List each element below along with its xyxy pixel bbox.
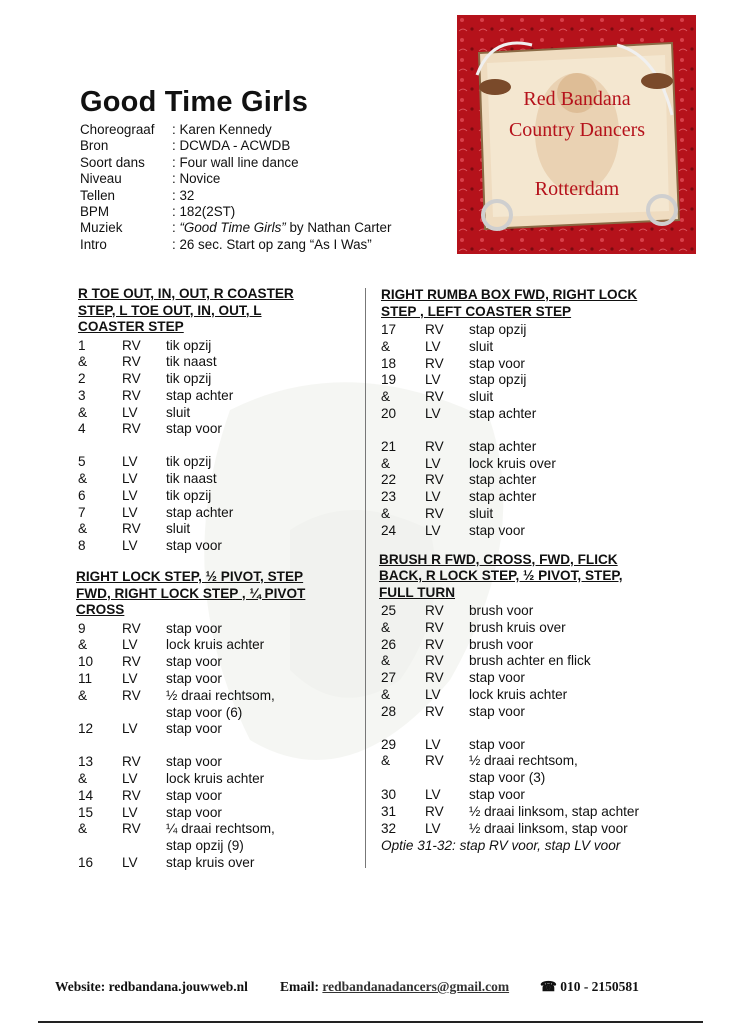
step-foot: RV: [425, 603, 444, 619]
step-foot: RV: [122, 337, 141, 353]
step-row: [381, 737, 681, 754]
step-count: 9: [78, 620, 86, 636]
step-description: brush achter en flick: [469, 653, 591, 669]
step-description: stap achter: [469, 438, 537, 454]
step-description: ½ draai rechtsom, stap voor (6): [166, 687, 275, 720]
step-count: 8: [78, 538, 86, 554]
step-count: &: [381, 505, 391, 521]
step-foot: LV: [122, 854, 138, 870]
step-foot: LV: [122, 538, 138, 554]
step-row: [381, 472, 681, 489]
step-foot: RV: [425, 703, 444, 719]
step-row: [381, 389, 681, 406]
step-foot: LV: [425, 489, 441, 505]
step-count: &: [78, 770, 88, 786]
step-row: [381, 804, 681, 821]
step-foot: RV: [425, 472, 444, 488]
step-foot: RV: [425, 636, 444, 652]
section-header-3: RIGHT RUMBA BOX FWD, RIGHT LOCK STEP , LEFT COASTER STEP: [381, 287, 638, 319]
step-foot: RV: [122, 620, 141, 636]
step-description: stap voor: [166, 754, 222, 770]
step-row: [381, 506, 681, 523]
step-count: &: [381, 653, 391, 669]
step-foot: RV: [122, 787, 141, 803]
step-foot: LV: [425, 405, 441, 421]
step-count: 17: [381, 322, 397, 337]
meta-value: : 26 sec. Start op zang “As I Was”: [172, 236, 372, 252]
step-description: stap voor: [166, 787, 222, 803]
step-row: [78, 471, 358, 488]
meta-value: : Four wall line dance: [172, 154, 299, 170]
meta-key: Niveau: [80, 171, 122, 187]
step-count: 24: [381, 522, 397, 538]
meta-value: : 32: [172, 187, 195, 203]
step-row: [78, 855, 358, 872]
step-foot: RV: [122, 687, 141, 703]
step-row: [78, 637, 358, 654]
step-description: tik naast: [166, 354, 217, 370]
step-description: brush voor: [469, 603, 534, 619]
step-description: ¼ draai rechtsom, stap opzij (9): [166, 821, 275, 854]
step-row: [381, 637, 681, 654]
step-foot: LV: [122, 804, 138, 820]
step-count: 19: [381, 372, 397, 388]
option-note: Optie 31-32: stap RV voor, stap LV voor: [381, 838, 621, 854]
footer: [55, 979, 695, 995]
section-header-2: RIGHT LOCK STEP, ½ PIVOT, STEP FWD, RIGHT LOCK STEP , ¼ PIVOT CROSS: [76, 569, 306, 618]
step-count: 32: [381, 820, 397, 836]
step-foot: RV: [122, 654, 141, 670]
step-foot: LV: [425, 820, 441, 836]
step-row: [78, 488, 358, 505]
logo-line1: Red Bandana: [523, 88, 631, 110]
step-foot: LV: [122, 471, 138, 487]
step-foot: LV: [425, 522, 441, 538]
step-count: 15: [78, 804, 94, 820]
step-count: 22: [381, 472, 397, 488]
step-count: 2: [78, 371, 86, 387]
step-count: 28: [381, 703, 397, 719]
step-count: 31: [381, 803, 397, 819]
step-description: sluit: [469, 338, 494, 354]
email-block: [280, 979, 540, 995]
step-count: 20: [381, 405, 397, 421]
step-description: stap voor: [469, 787, 525, 803]
step-description: sluit: [469, 389, 494, 405]
step-description: lock kruis achter: [166, 770, 265, 786]
step-count: 30: [381, 787, 397, 803]
step-foot: RV: [122, 421, 141, 437]
step-description: tik opzij: [166, 454, 212, 470]
step-description: stap voor: [469, 703, 525, 719]
step-count: 4: [78, 421, 86, 437]
step-count: &: [381, 389, 391, 405]
step-count: &: [381, 455, 391, 471]
step-foot: LV: [122, 487, 138, 503]
meta-key: Bron: [80, 138, 109, 154]
step-foot: LV: [122, 404, 138, 420]
step-description: stap voor: [166, 721, 222, 737]
steps-1-4: [78, 338, 358, 439]
step-description: sluit: [469, 505, 494, 521]
steps-21-24: [381, 439, 681, 540]
meta-value: : Karen Kennedy: [172, 122, 272, 137]
step-count: &: [78, 354, 88, 370]
step-row: [78, 754, 358, 771]
meta-row: [80, 220, 391, 236]
step-foot: RV: [122, 387, 141, 403]
step-foot: RV: [425, 619, 444, 635]
step-description: sluit: [166, 404, 191, 420]
bottom-rule: [38, 1021, 703, 1023]
step-count: 29: [381, 736, 397, 752]
meta-value: : Novice: [172, 171, 221, 187]
step-foot: LV: [122, 770, 138, 786]
step-row: [78, 521, 358, 538]
step-description: stap voor: [166, 620, 222, 636]
meta-key: Intro: [80, 236, 107, 252]
red-bandana-logo: [457, 15, 696, 254]
logo-line3: Rotterdam: [534, 178, 620, 200]
step-row: [381, 787, 681, 804]
meta-row: [80, 188, 391, 204]
meta-row: [80, 138, 391, 154]
step-foot: LV: [122, 670, 138, 686]
step-description: stap voor: [469, 355, 525, 371]
step-foot: LV: [425, 787, 441, 803]
step-count: &: [381, 619, 391, 635]
meta-value: [172, 220, 391, 236]
meta-key: Choreograaf: [80, 122, 155, 137]
step-count: &: [78, 821, 88, 837]
step-row: [78, 338, 358, 355]
step-row: [78, 805, 358, 822]
step-description: lock kruis achter: [469, 687, 568, 703]
meta-value-part: by Nathan Carter: [285, 220, 392, 236]
step-row: [78, 821, 358, 855]
meta-row: [80, 204, 391, 220]
step-row: [78, 371, 358, 388]
phone-text: ☎ 010 - 2150581: [540, 979, 639, 994]
meta-row: [80, 122, 391, 138]
step-foot: RV: [122, 754, 141, 770]
step-count: 26: [381, 636, 397, 652]
step-description: brush kruis over: [469, 619, 566, 635]
step-foot: LV: [425, 455, 441, 471]
meta-key: Muziek: [80, 220, 123, 236]
step-description: stap voor: [166, 804, 222, 820]
step-foot: RV: [425, 670, 444, 686]
step-row: [381, 653, 681, 670]
dance-meta: [80, 122, 391, 253]
steps-25-28: [381, 603, 681, 721]
step-count: 3: [78, 387, 86, 403]
step-foot: RV: [122, 371, 141, 387]
step-row: [381, 356, 681, 373]
step-row: [381, 439, 681, 456]
step-foot: LV: [425, 736, 441, 752]
step-description: stap achter: [166, 387, 234, 403]
step-row: [78, 654, 358, 671]
step-description: sluit: [166, 521, 191, 537]
step-count: 23: [381, 489, 397, 505]
step-description: stap voor: [469, 736, 525, 752]
step-description: stap voor: [469, 522, 525, 538]
meta-value-part: “Good Time Girls”: [179, 220, 286, 236]
step-foot: RV: [425, 438, 444, 454]
step-row: [381, 406, 681, 423]
step-row: [78, 721, 358, 738]
step-row: [381, 821, 681, 838]
dance-title: Good Time Girls: [80, 86, 309, 118]
website-text: Website: redbandana.jouwweb.nl: [55, 979, 248, 994]
step-description: stap achter: [166, 504, 234, 520]
step-description: lock kruis over: [469, 455, 556, 471]
step-description: ½ draai linksom, stap achter: [469, 803, 640, 819]
step-foot: LV: [425, 372, 441, 388]
steps-13-16: [78, 754, 358, 872]
step-foot: LV: [122, 721, 138, 737]
step-description: stap opzij: [469, 372, 527, 388]
step-row: [78, 454, 358, 471]
meta-row: [80, 171, 391, 187]
step-count: 21: [381, 438, 397, 454]
step-description: stap achter: [469, 472, 537, 488]
step-description: tik opzij: [166, 487, 212, 503]
step-row: [78, 405, 358, 422]
step-description: lock kruis achter: [166, 637, 265, 653]
step-row: [381, 670, 681, 687]
step-count: 11: [78, 670, 93, 686]
steps-17-20: [381, 322, 681, 423]
step-count: &: [78, 404, 88, 420]
step-foot: RV: [425, 653, 444, 669]
step-count: 10: [78, 654, 94, 670]
step-count: 14: [78, 787, 94, 803]
step-count: 18: [381, 355, 397, 371]
section-header-4: BRUSH R FWD, CROSS, FWD, FLICK BACK, R LOCK STEP, ½ PIVOT, STEP, FULL TURN: [379, 551, 623, 600]
step-row: [78, 538, 358, 555]
meta-key: Soort dans: [80, 154, 145, 170]
step-count: &: [78, 637, 88, 653]
step-row: [381, 603, 681, 620]
meta-key: BPM: [80, 204, 110, 220]
step-foot: LV: [425, 338, 441, 354]
step-foot: LV: [425, 687, 441, 703]
step-count: &: [78, 687, 88, 703]
step-row: [381, 620, 681, 637]
step-row: [78, 771, 358, 788]
step-row: [381, 456, 681, 473]
email-link[interactable]: redbandanadancers@gmail.com: [322, 979, 510, 994]
step-count: 12: [78, 721, 94, 737]
meta-key: Tellen: [80, 187, 115, 203]
step-row: [381, 322, 681, 339]
step-foot: LV: [122, 454, 138, 470]
steps-9-12: [78, 621, 358, 739]
step-description: stap achter: [469, 489, 537, 505]
step-description: tik naast: [166, 471, 217, 487]
step-row: [78, 354, 358, 371]
step-row: [78, 671, 358, 688]
steps-29-32: [381, 737, 681, 838]
step-count: &: [381, 753, 391, 769]
step-foot: RV: [122, 821, 141, 837]
step-count: 5: [78, 454, 86, 470]
step-foot: LV: [122, 504, 138, 520]
meta-value: : DCWDA - ACWDB: [172, 138, 291, 154]
step-description: stap voor: [166, 654, 222, 670]
right-column: [381, 287, 681, 854]
step-foot: RV: [425, 505, 444, 521]
step-count: 6: [78, 487, 86, 503]
step-row: [78, 788, 358, 805]
step-description: stap achter: [469, 405, 537, 421]
step-foot: RV: [122, 521, 141, 537]
step-count: &: [78, 521, 88, 537]
step-row: [381, 523, 681, 540]
step-description: stap kruis over: [166, 854, 255, 870]
step-foot: LV: [122, 637, 138, 653]
step-foot: RV: [425, 389, 444, 405]
step-row: [78, 388, 358, 405]
steps-5-8: [78, 454, 358, 555]
step-row: [78, 421, 358, 438]
email-label: Email:: [280, 979, 323, 994]
step-description: stap voor: [166, 670, 222, 686]
step-count: &: [381, 338, 391, 354]
step-description: tik opzij: [166, 371, 212, 387]
step-count: 27: [381, 670, 397, 686]
step-foot: RV: [425, 803, 444, 819]
step-description: ½ draai rechtsom, stap voor (3): [469, 753, 578, 786]
step-row: [381, 339, 681, 356]
step-foot: RV: [425, 753, 444, 769]
step-count: &: [78, 471, 88, 487]
step-row: [78, 621, 358, 638]
step-count: 16: [78, 854, 94, 870]
step-row: [381, 687, 681, 704]
step-count: 13: [78, 754, 94, 770]
step-description: stap opzij: [469, 322, 527, 337]
step-description: stap voor: [469, 670, 525, 686]
step-description: stap voor: [166, 538, 222, 554]
column-divider: [365, 288, 366, 868]
step-foot: RV: [122, 354, 141, 370]
section-header-1: R TOE OUT, IN, OUT, R COASTER STEP, L TOE OUT, IN, OUT, L COASTER STEP: [78, 286, 294, 334]
step-count: 25: [381, 603, 397, 619]
step-count: 1: [78, 337, 86, 353]
step-row: [78, 688, 358, 722]
left-column: [78, 286, 358, 872]
step-description: tik opzij: [166, 337, 212, 353]
step-count: &: [381, 687, 391, 703]
meta-row: [80, 237, 391, 253]
step-row: [381, 489, 681, 506]
step-foot: RV: [425, 322, 444, 337]
meta-value: : 182(2ST): [172, 204, 236, 220]
step-description: stap voor: [166, 421, 222, 437]
step-row: [381, 372, 681, 389]
step-count: 7: [78, 504, 86, 520]
step-description: ½ draai linksom, stap voor: [469, 820, 628, 836]
step-row: [381, 704, 681, 721]
logo-line2: Country Dancers: [508, 119, 646, 141]
meta-row: [80, 155, 391, 171]
step-row: [78, 505, 358, 522]
step-foot: RV: [425, 355, 444, 371]
meta-value-part: :: [172, 220, 180, 236]
step-description: brush voor: [469, 636, 534, 652]
step-row: [381, 753, 681, 787]
